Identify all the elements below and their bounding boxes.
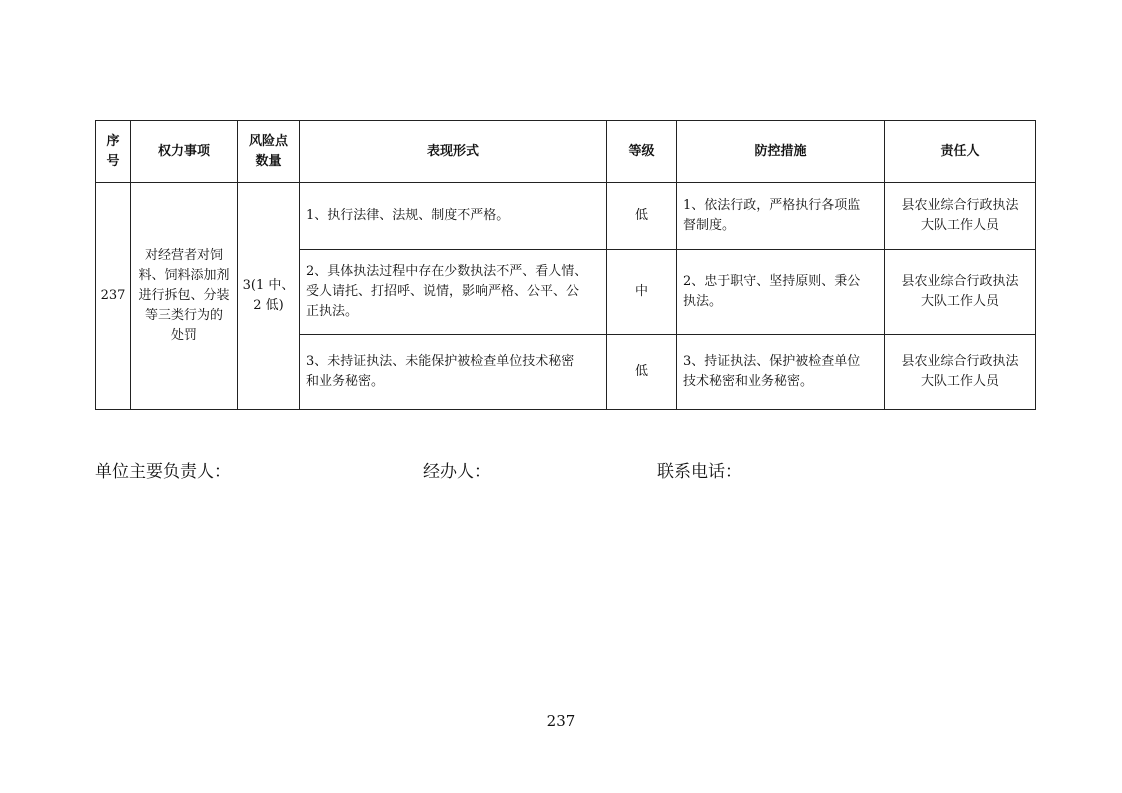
unit-head-label: 单位主要负责人： bbox=[95, 462, 231, 482]
manifestation-cell: 1、执行法律、法规、制度不严格。 bbox=[300, 183, 607, 250]
table-row bbox=[96, 183, 1036, 250]
header-measures: 防控措施 bbox=[677, 121, 885, 183]
manifestation-cell: 2、具体执法过程中存在少数执法不严、看人情、 受人请托、打招呼、说情，影响严格、公平、公 正执法。 bbox=[300, 250, 607, 335]
manifestation-cell: 3、未持证执法、未能保护被检查单位技术秘密 和业务秘密。 bbox=[300, 335, 607, 410]
header-power-item: 权力事项 bbox=[131, 121, 238, 183]
responsible-cell: 县农业综合行政执法 大队工作人员 bbox=[885, 183, 1036, 250]
level-cell: 低 bbox=[607, 183, 677, 250]
responsible-cell: 县农业综合行政执法 大队工作人员 bbox=[885, 250, 1036, 335]
measures-cell: 3、持证执法、保护被检查单位 技术秘密和业务秘密。 bbox=[677, 335, 885, 410]
table-header-row bbox=[96, 121, 1036, 183]
header-risk-count: 风险点 数量 bbox=[238, 121, 300, 183]
measures-cell: 2、忠于职守、坚持原则、秉公 执法。 bbox=[677, 250, 885, 335]
page-number: 237 bbox=[546, 712, 576, 730]
header-seq: 序 号 bbox=[96, 121, 131, 183]
header-manifestation: 表现形式 bbox=[300, 121, 607, 183]
power-item-cell: 对经营者对饲 料、饲料添加剂 进行拆包、分装 等三类行为的 处罚 bbox=[131, 183, 238, 410]
level-cell: 低 bbox=[607, 335, 677, 410]
risk-count-cell: 3(1 中、 2 低) bbox=[238, 183, 300, 410]
header-responsible: 责任人 bbox=[885, 121, 1036, 183]
handler-label: 经办人： bbox=[423, 462, 491, 482]
level-cell: 中 bbox=[607, 250, 677, 335]
header-level: 等级 bbox=[607, 121, 677, 183]
phone-label: 联系电话： bbox=[657, 462, 742, 482]
responsible-cell: 县农业综合行政执法 大队工作人员 bbox=[885, 335, 1036, 410]
measures-cell: 1、依法行政，严格执行各项监 督制度。 bbox=[677, 183, 885, 250]
risk-table bbox=[95, 120, 1036, 410]
seq-cell: 237 bbox=[96, 183, 131, 410]
